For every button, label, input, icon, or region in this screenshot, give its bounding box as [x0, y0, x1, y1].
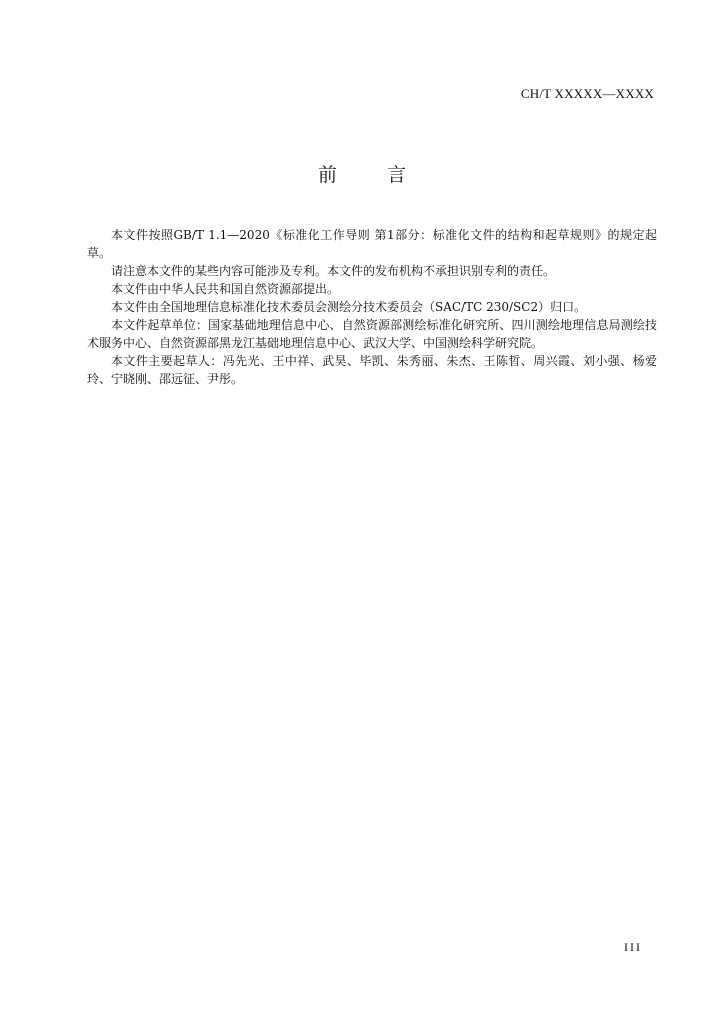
standard-code: CH/T XXXXX—XXXX: [520, 86, 654, 101]
paragraph-drafting-units: 本文件起草单位：国家基础地理信息中心、自然资源部测绘标准化研究所、四川测绘地理信息局测绘技术服务中心、自然资源部黑龙江基础地理信息中心、武汉大学、中国测绘科学研究院。: [87, 318, 657, 350]
page-title: 前 言: [317, 164, 429, 186]
page-number: III: [624, 940, 642, 954]
paragraph-drafting-rules: 本文件按照GB/T 1.1—2020《标准化工作导则 第1部分：标准化文件的结构和起草规则》的规定起草。: [87, 228, 657, 260]
preface-body: [87, 226, 657, 388]
paragraph-patent-notice: 请注意本文件的某些内容可能涉及专利。本文件的发布机构不承担识别专利的责任。: [111, 264, 556, 278]
paragraph-proposer: 本文件由中华人民共和国自然资源部提出。: [111, 282, 340, 296]
paragraph-main-drafters: 本文件主要起草人：冯先光、王中祥、武昊、毕凯、朱秀丽、朱杰、王陈晢、周兴霞、刘小强、杨爱玲、宁晓刚、邵远征、尹彤。: [87, 354, 657, 386]
paragraph-technical-committee: 本文件由全国地理信息标准化技术委员会测绘分技术委员会（SAC/TC 230/SC2）归口。: [111, 300, 587, 314]
